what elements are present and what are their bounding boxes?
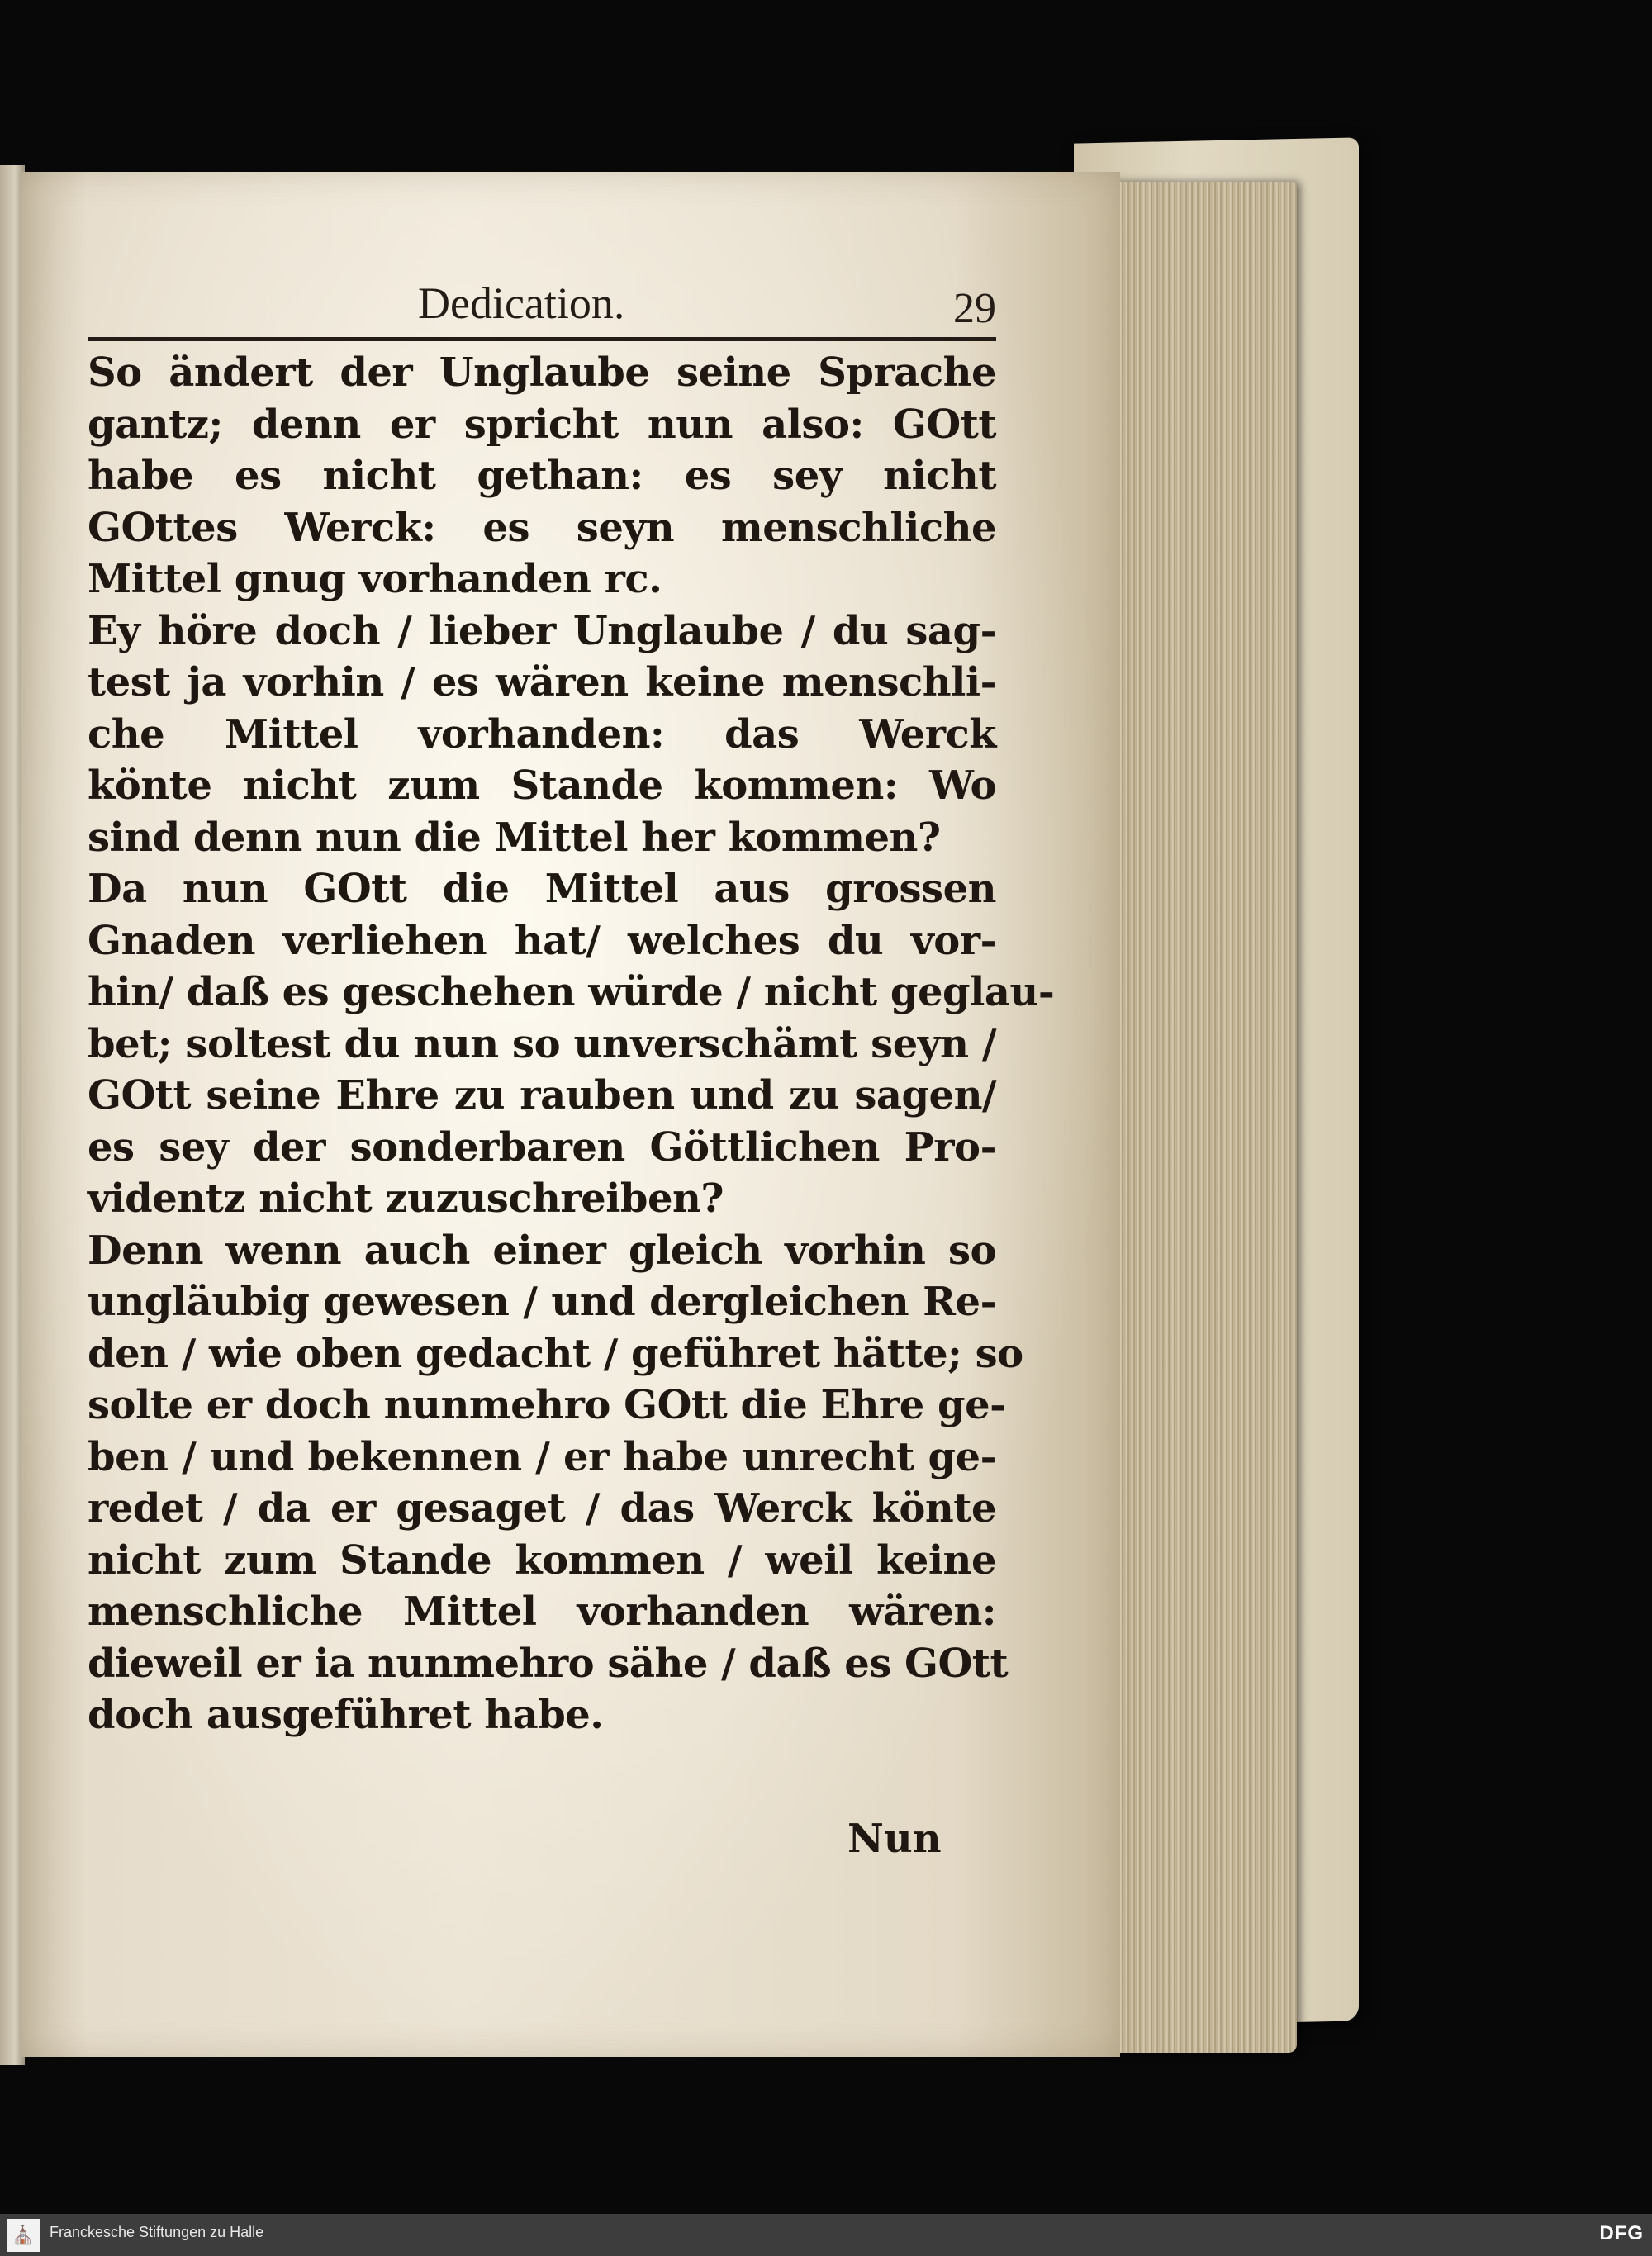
text-line: gantz; denn er spricht nun also: GOtt	[88, 401, 996, 448]
text-line: hin/ daß es geschehen würde / nicht geglau-	[88, 969, 1055, 1015]
text-line: che Mittel vorhanden: das Werck	[88, 710, 996, 758]
text-line: ungläubig gewesen / und dergleichen Re-	[88, 1279, 996, 1325]
running-head	[88, 271, 996, 341]
text-line: es sey der sonderbaren Göttlichen Pro-	[88, 1123, 996, 1171]
page-number: 29	[953, 285, 996, 332]
text-line: GOtt seine Ehre zu rauben und zu sagen/	[88, 1072, 996, 1119]
text-line: habe es nicht gethan: es sey nicht	[88, 453, 996, 499]
viewer-footer	[0, 2214, 1652, 2256]
running-title: Dedication.	[418, 278, 625, 328]
text-line: Ey höre doch / lieber Unglaube / du sag-	[88, 607, 996, 654]
text-line: So ändert der Unglaube seine Sprache	[88, 349, 996, 396]
institution-name[interactable]: Franckesche Stiftungen zu Halle	[50, 2224, 264, 2240]
text-line: redet / da er gesaget / das Werck könte	[88, 1485, 996, 1532]
dfg-logo[interactable]: DFG	[1599, 2222, 1644, 2244]
text-line: den / wie oben gedacht / geführet hätte; so	[88, 1330, 1023, 1377]
text-line: test ja vorhin / es wären keine menschli-	[88, 659, 996, 705]
text-line: Da nun GOtt die Mittel aus grossen	[88, 866, 996, 912]
text-line: Mittel gnug vorhanden rc.	[88, 556, 662, 602]
text-line: menschliche Mittel vorhanden wären:	[88, 1589, 996, 1635]
catchword: Nun	[847, 1816, 942, 1862]
body-text	[88, 347, 1055, 1741]
text-line: nicht zum Stande kommen / weil keine	[88, 1536, 996, 1584]
text-line: sind denn nun die Mittel her kommen?	[88, 814, 941, 861]
text-line: Gnaden verliehen hat/ welches du vor-	[88, 917, 996, 964]
book-page	[21, 172, 1120, 2057]
text-line: könte nicht zum Stande kommen: Wo	[88, 762, 996, 809]
institution-logo-icon[interactable]: ⛪	[7, 2219, 40, 2252]
text-line: dieweil er ia nunmehro sähe / daß es GOtt	[88, 1640, 1009, 1687]
text-line: bet; soltest du nun so unverschämt seyn /	[88, 1020, 996, 1067]
text-line: solte er doch nunmehro GOtt die Ehre ge-	[88, 1382, 1006, 1428]
text-line: ben / und bekennen / er habe unrecht ge-	[88, 1433, 996, 1480]
text-line: videntz nicht zuzuschreiben?	[88, 1175, 724, 1222]
text-line: GOttes Werck: es seyn menschliche	[88, 504, 996, 551]
text-line: doch ausgeführet habe.	[88, 1692, 604, 1738]
text-line: Denn wenn auch einer gleich vorhin so	[88, 1227, 996, 1274]
page-fore-edge	[1107, 182, 1297, 2053]
